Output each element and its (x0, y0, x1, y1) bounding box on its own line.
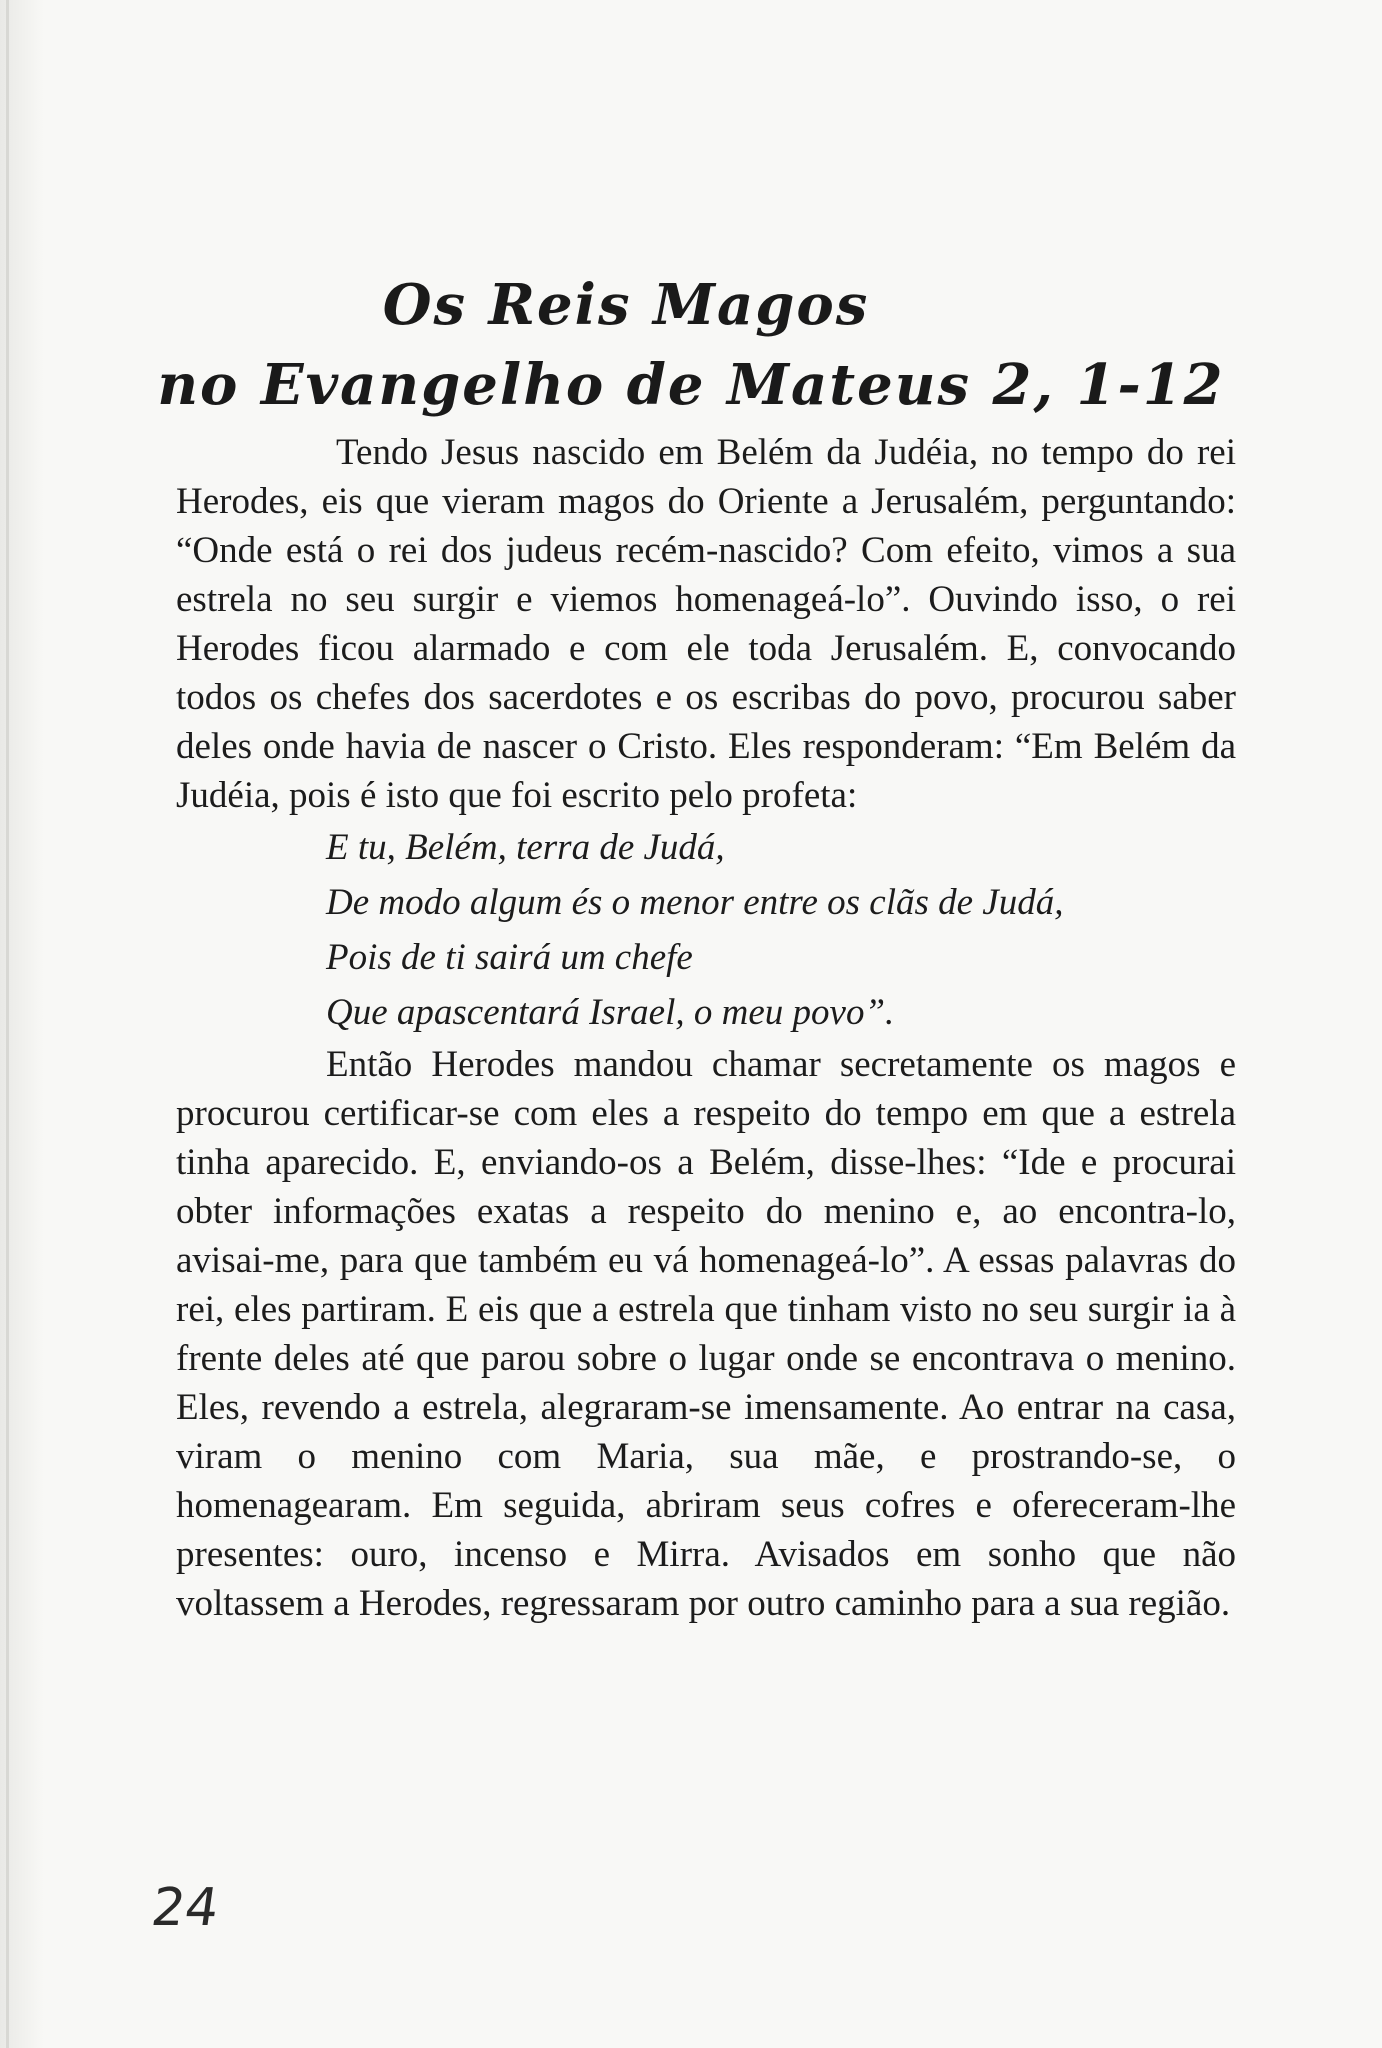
paragraph-2: Então Herodes mandou chamar secretamente os magos e procurou certificar-se com eles a respeito do tempo em que a estrela tinha aparecido. E, enviando-os a Belém, disse-lhes: “Ide e procurai obter informações exatas a respeito do menino e, ao encontra-lo, avisai-me, para que também eu vá homenageá-lo”. A essas palavras do rei, eles partiram. E eis que a estrela que tinham visto no seu surgir ia à frente deles até que parou sobre o lugar onde se encontrava o menino. Eles, revendo a estrela, alegraram-se imensamente. Ao entrar na casa, viram o menino com Maria, sua mãe, e prostrando-se, o homenagearam. Em seguida, abriram seus cofres e ofereceram-lhe presentes: ouro, incenso e Mirra. Avisados em sonho que não voltassem a Herodes, regressaram por outro caminho para a sua região. (176, 1044, 1236, 1624)
page-edge-line (6, 0, 9, 2048)
verse-line: E tu, Belém, terra de Judá, (326, 827, 725, 868)
title-line-1: Os Reis Magos (382, 272, 870, 338)
page-number: 24 (147, 1878, 223, 1938)
article-body (176, 428, 1236, 1628)
verse-line: De modo algum és o menor entre os clãs de Judá, (326, 882, 1064, 923)
verse-line: Pois de ti sairá um chefe (326, 937, 693, 978)
paragraph-1: Tendo Jesus nascido em Belém da Judéia, no tempo do rei Herodes, eis que vieram magos do Oriente a Jerusalém, perguntando: “Onde está o rei dos judeus recém-nascido? Com efeito, vimos a sua estrela no seu surgir e viemos homenageá-lo”. Ouvindo isso, o rei Herodes ficou alarmado e com ele toda Jerusalém. E, convocando todos os chefes dos sacerdotes e os escribas do povo, procurou saber deles onde havia de nascer o Cristo. Eles responderam: “Em Belém da Judéia, pois é isto que foi escrito pelo profeta: (176, 432, 1236, 816)
title-line-2: no Evangelho de Mateus 2, 1-12 (157, 352, 1225, 418)
verse-line: Que apascentará Israel, o meu povo”. (326, 992, 895, 1033)
verse-quote (176, 820, 1236, 1040)
